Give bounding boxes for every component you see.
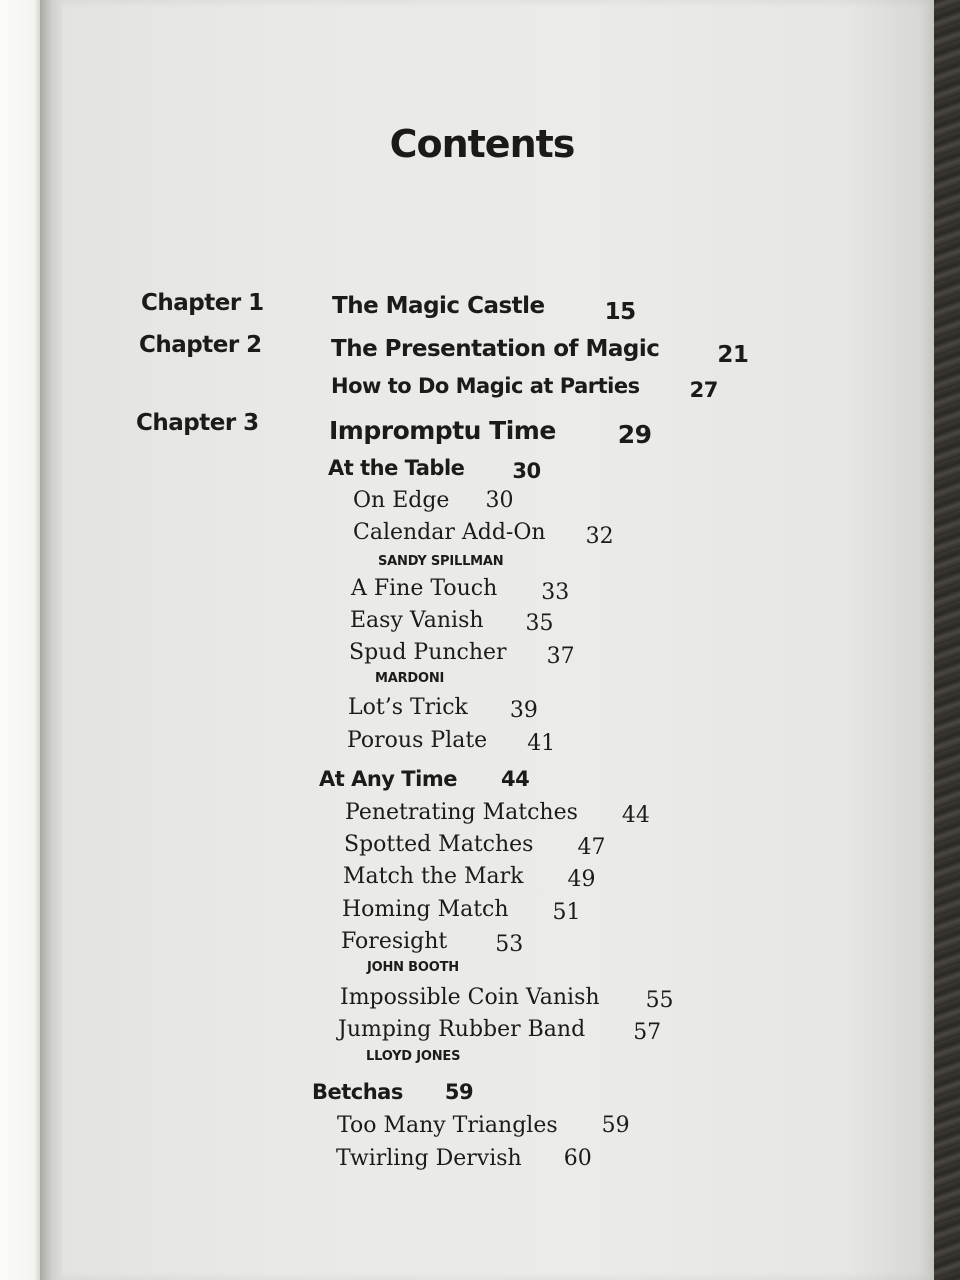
- toc-entry-trick[interactable]: [343, 864, 596, 892]
- entry-title: Foresight: [341, 929, 448, 954]
- toc-entry-section[interactable]: [312, 1082, 473, 1103]
- toc-entry-trick[interactable]: [336, 1148, 592, 1170]
- entry-title: A Fine Touch: [351, 576, 498, 601]
- toc-entry-chapter[interactable]: [329, 416, 652, 449]
- entry-title: Penetrating Matches: [345, 800, 578, 825]
- entry-title: Too Many Triangles: [337, 1113, 558, 1138]
- entry-title: At Any Time: [319, 767, 457, 791]
- entry-title: Spud Puncher: [349, 640, 507, 665]
- trick-author: JOHN BOOTH: [367, 960, 459, 975]
- entry-title: Match the Mark: [343, 864, 524, 889]
- entry-page-number: 33: [541, 580, 570, 605]
- toc-entry-section[interactable]: [319, 769, 529, 790]
- entry-title: Impossible Coin Vanish: [340, 985, 600, 1010]
- toc-entry-trick[interactable]: [345, 800, 650, 828]
- entry-page-number: 15: [604, 299, 636, 325]
- entry-title: Homing Match: [342, 897, 509, 922]
- entry-title: Porous Plate: [347, 728, 488, 753]
- toc-entry-trick[interactable]: [340, 985, 674, 1013]
- entry-title: Calendar Add-On: [353, 520, 546, 545]
- toc-entry-trick[interactable]: [337, 1115, 630, 1137]
- entry-title: Impromptu Time: [329, 416, 556, 445]
- toc-entry-trick[interactable]: [353, 490, 513, 512]
- entry-title: Jumping Rubber Band: [338, 1017, 586, 1042]
- chapter-label: Chapter 3: [136, 410, 259, 436]
- trick-author: MARDONI: [375, 671, 445, 686]
- entry-page-number: 27: [689, 378, 718, 402]
- toc-entry-trick[interactable]: [344, 832, 606, 860]
- entry-page-number: 53: [495, 932, 524, 957]
- toc-entry-trick[interactable]: [341, 929, 524, 957]
- entry-title: Twirling Dervish: [336, 1146, 522, 1171]
- toc-entry-trick[interactable]: [351, 576, 570, 605]
- entry-page-number: 59: [601, 1113, 630, 1138]
- facing-page-edge: [0, 0, 40, 1280]
- entry-page-number: 57: [633, 1020, 662, 1045]
- toc-entry-trick[interactable]: [350, 608, 554, 636]
- entry-title: Easy Vanish: [350, 608, 484, 633]
- entry-page-number: 44: [621, 803, 650, 828]
- entry-title: Betchas: [312, 1080, 403, 1104]
- trick-author: LLOYD JONES: [366, 1049, 461, 1064]
- entry-page-number: 49: [567, 867, 596, 892]
- contents-page: [62, 0, 934, 1280]
- toc-entry-trick[interactable]: [348, 695, 538, 723]
- toc-entry-trick[interactable]: [342, 897, 581, 925]
- entry-page-number: 32: [585, 524, 614, 549]
- entry-page-number: 29: [617, 420, 652, 449]
- toc-entry-section[interactable]: [328, 456, 541, 483]
- toc-entry-trick[interactable]: [349, 640, 575, 669]
- entry-page-number: 21: [717, 342, 749, 368]
- entry-page-number: 47: [577, 835, 606, 860]
- entry-page-number: 35: [525, 611, 554, 636]
- entry-page-number: 30: [512, 459, 541, 483]
- chapter-label: Chapter 2: [139, 332, 262, 358]
- entry-title: How to Do Magic at Parties: [331, 374, 640, 398]
- toc-entry-trick[interactable]: [353, 520, 614, 549]
- entry-title: Spotted Matches: [344, 832, 534, 857]
- toc-entry-chapter[interactable]: [331, 336, 749, 368]
- entry-title: At the Table: [328, 456, 465, 480]
- toc-entry-trick[interactable]: [338, 1017, 662, 1045]
- entry-page-number: 39: [509, 698, 538, 723]
- entry-title: The Magic Castle: [332, 293, 545, 319]
- entry-title: On Edge: [353, 488, 450, 513]
- toc-entry-chapter[interactable]: [332, 293, 636, 325]
- toc-entry-subsection[interactable]: [331, 374, 718, 402]
- trick-author: SANDY SPILLMAN: [378, 554, 504, 569]
- entry-page-number: 55: [645, 988, 674, 1013]
- chapter-label: Chapter 1: [141, 290, 264, 316]
- page-title: Contents: [389, 122, 575, 166]
- entry-page-number: 51: [552, 900, 581, 925]
- entry-page-number: 60: [563, 1146, 592, 1171]
- entry-page-number: 41: [527, 731, 556, 756]
- entry-title: Lot’s Trick: [348, 695, 468, 720]
- entry-page-number: 44: [500, 767, 530, 791]
- entry-title: The Presentation of Magic: [331, 336, 660, 362]
- entry-page-number: 59: [444, 1080, 474, 1104]
- entry-page-number: 37: [546, 644, 575, 669]
- entry-page-number: 30: [485, 488, 514, 513]
- toc-entry-trick[interactable]: [347, 728, 556, 756]
